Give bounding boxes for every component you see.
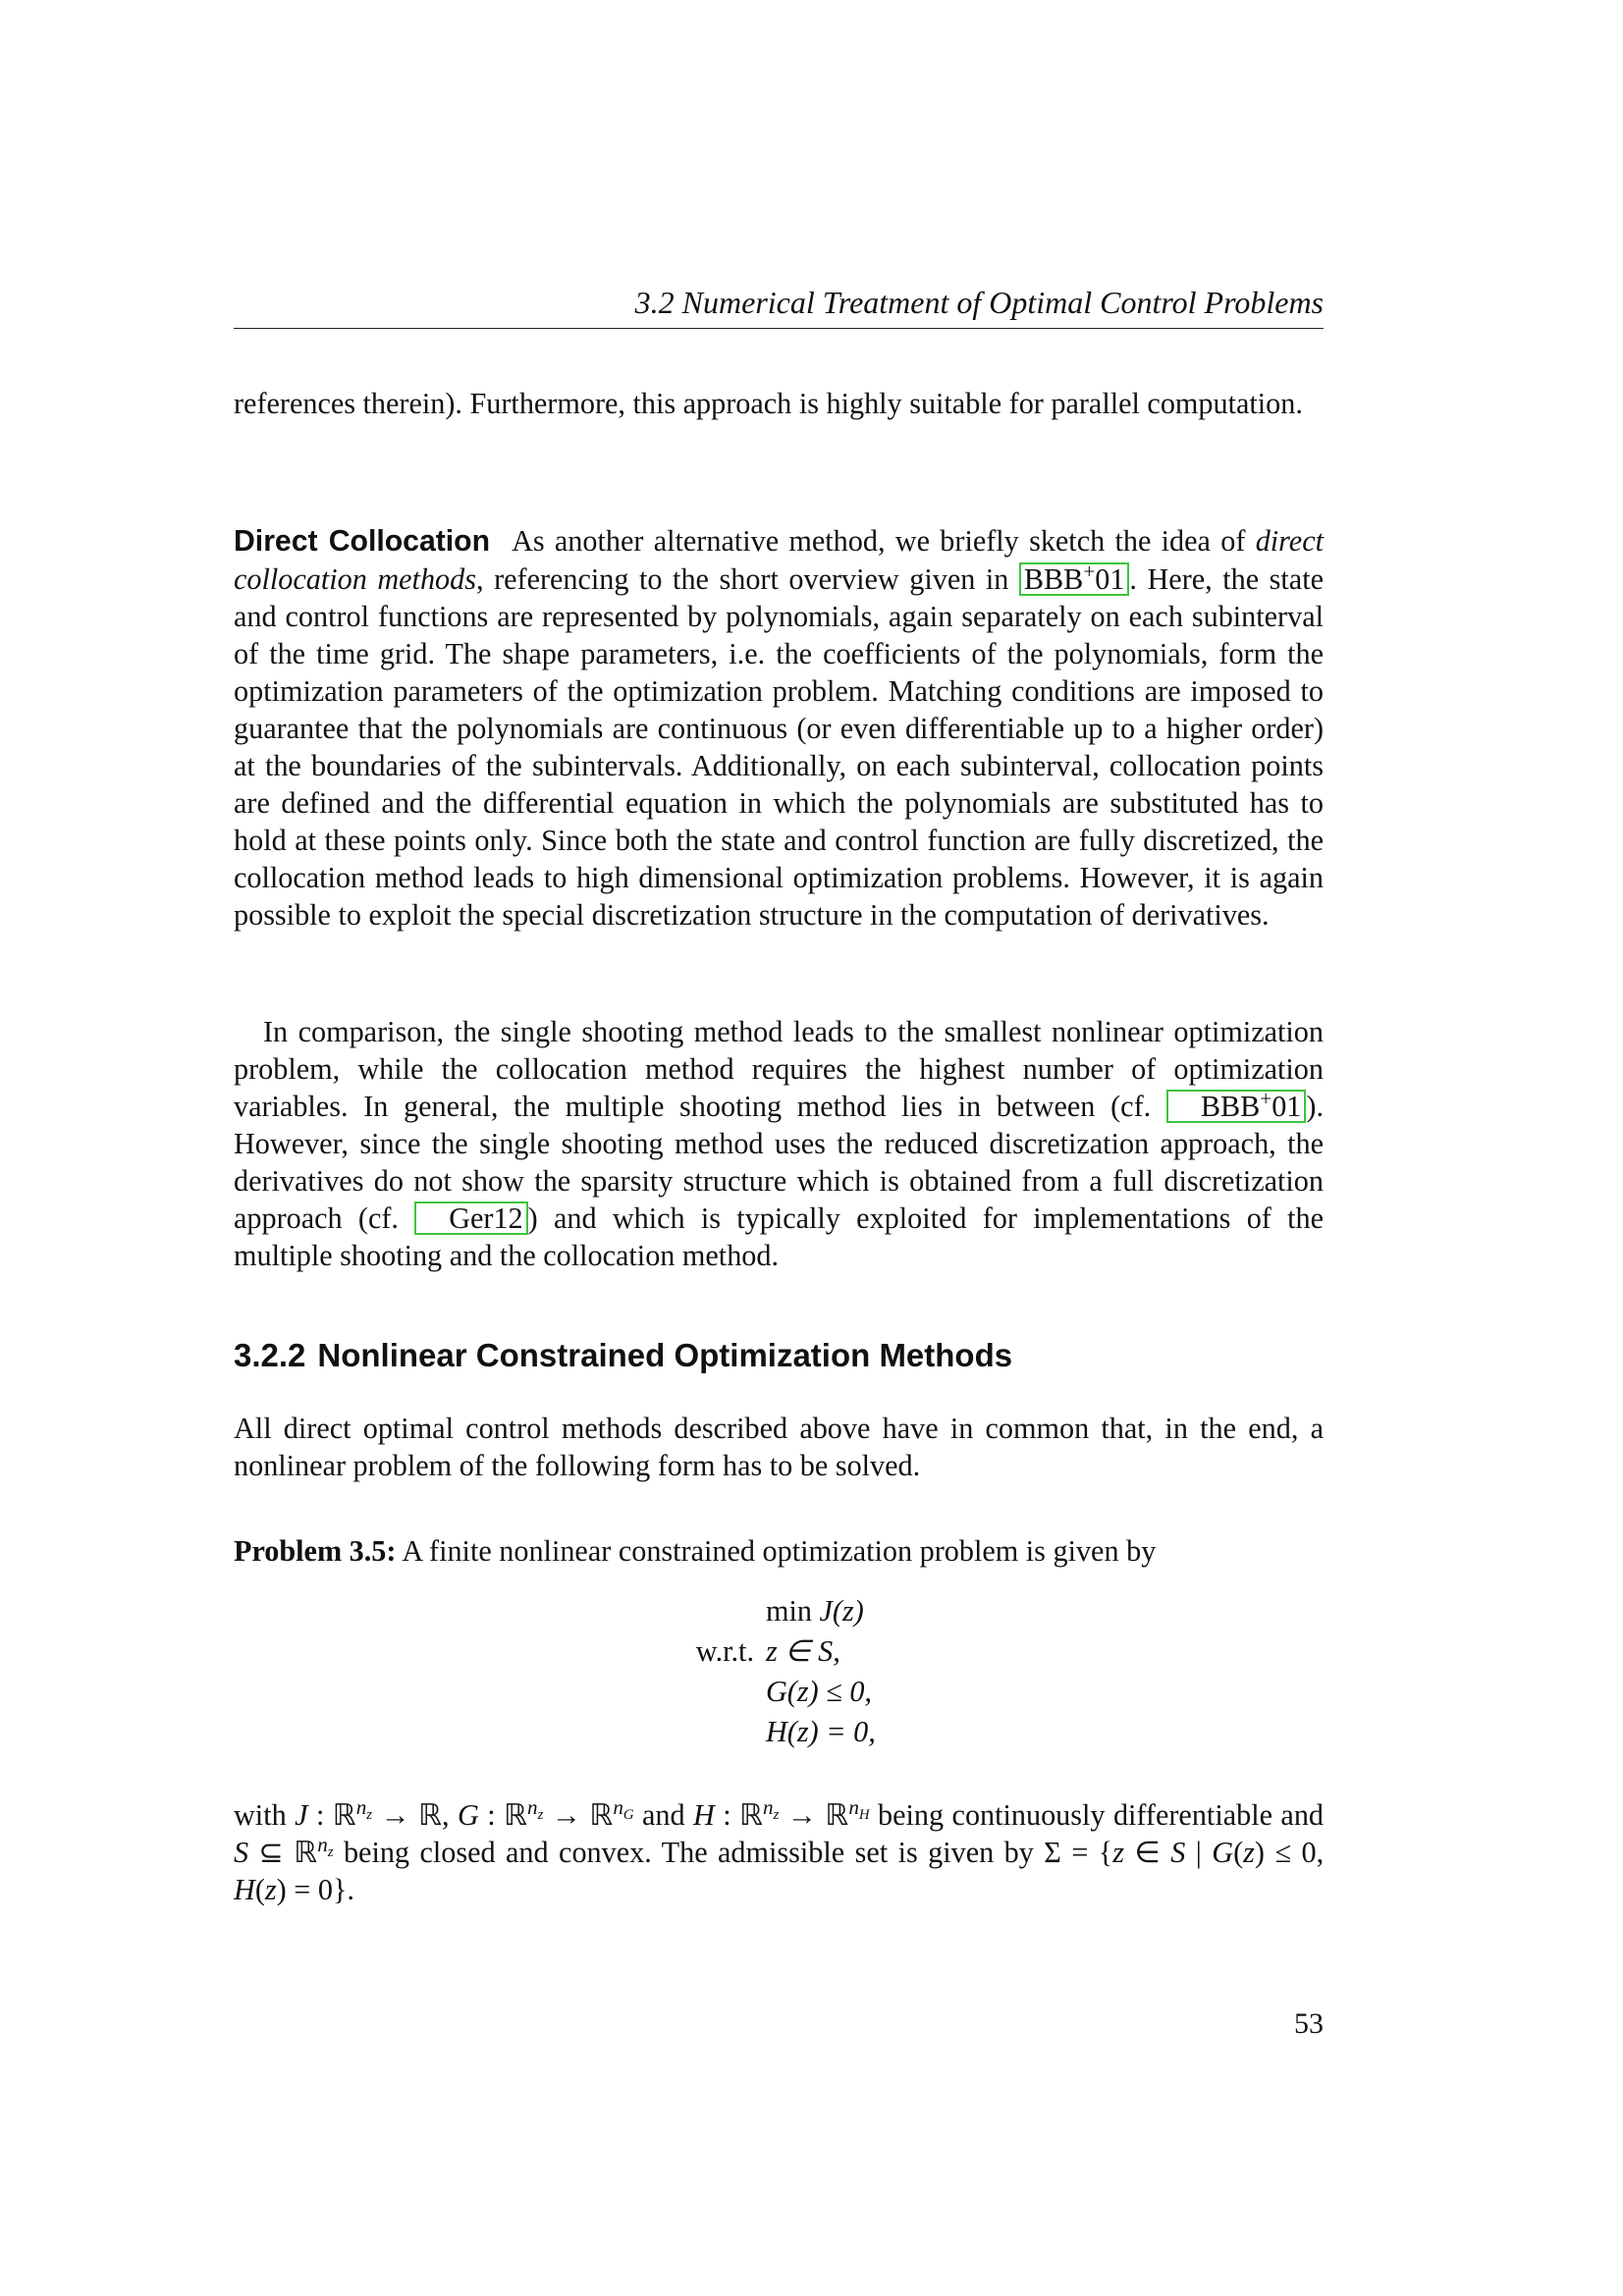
paragraph-text: . Here, the state and control functions are represented by polynomials, again separately on each subinterval of the time grid. The shape parameters, i.e. the coefficients of the polynomials, form the optimization parameters of the optimization problem. Matching conditions are imposed to guarantee that the polynomials are continuous (or even differentiable up to a higher order) at the boundaries of the subintervals. Additionally, on each subinterval, collocation points are defined and the differential equation in which the polynomials are substituted has to hold at these points only. Since both the state and control function are fully discretized, the collocation method leads to high dimensional optimization problems. However, it is again possible to exploit the special discretization structure in the computation of derivatives. [234,562,1324,932]
emphasis-term: direct collocation methods [234,524,1324,596]
admissible-set: Σ = {z ∈ S | G(z) ≤ 0, H(z) = 0}. [234,1836,1325,1906]
running-header: 3.2 Numerical Treatment of Optimal Control Problems [234,285,1324,329]
optimization-problem-equation [668,1591,876,1752]
citation-link[interactable]: Ger12 [414,1201,527,1235]
paragraph-text: , referencing to the short overview given in [475,562,1019,596]
page-number: 53 [1294,2007,1324,2040]
paragraph-text: ). However, since the single shooting method uses the reduced discretization approach, the derivatives do not show the sparsity structure which is obtained from a full discretization approach (cf. [234,1090,1324,1235]
paragraph-text: All direct optimal control methods described above have in common that, in the end, a nonlinear problem of the following form has to be solved. [234,1412,1324,1482]
paragraph-heading: Direct Collocation [234,525,491,558]
section-heading [234,1337,1012,1374]
problem-label: Problem 3.5: [234,1534,397,1568]
wrt-label: w.r.t. [695,1634,754,1668]
paragraph-text: ) and which is typically exploited for implementations of the multiple shooting and the collocation method. [234,1201,1324,1272]
constraint-set: z ∈ S, [766,1634,840,1668]
citation-link[interactable]: BBB+01 [1019,562,1130,596]
equation-row [668,1712,876,1752]
section-number: 3.2.2 [234,1337,306,1373]
equation-row [668,1631,876,1672]
paragraph-text: As another alternative method, we briefly sketch the idea of [512,524,1256,558]
equation-row [668,1672,876,1712]
citation-link[interactable]: BBB+01 [1166,1090,1307,1123]
problem-text: A finite nonlinear constrained optimization problem is given by [402,1534,1157,1568]
section-title-text: Nonlinear Constrained Optimization Methods [317,1337,1013,1373]
equality-constraint: H(z) = 0, [766,1715,876,1748]
paragraph-text: In comparison, the single shooting method leads to the smallest nonlinear optimization problem, while the collocation method requires the highest number of optimization variables. In general, the multiple shooting method lies in between (cf. [234,1015,1324,1123]
inequality-constraint: G(z) ≤ 0, [766,1675,872,1708]
problem-statement [234,1532,1324,1570]
paragraph-comparison [234,1013,1324,1274]
objective: J(z) [819,1594,864,1628]
paragraph-continued [234,385,1324,422]
paragraph-direct-collocation [234,522,1324,934]
paragraph-definitions: with J : ℝ$^{n_z}$ → ℝ, G : ℝ$^{n_z}$ → ℝ$^{n_G}$ and H : ℝ$^{n_z}$ → ℝ$^{n_H}$ being continuously differentiable and S ⊆ ℝ$^{n_z}$ being closed and convex. The admissible set is given by Σ = {z ∈ S | G(z) ≤ 0, H(z) = 0}. [234,1794,1325,1906]
paragraph-intro [234,1410,1324,1484]
equation-row: min J(z) [766,1594,864,1628]
paragraph-text: references therein). Furthermore, this approach is highly suitable for parallel computation. [234,387,1303,420]
